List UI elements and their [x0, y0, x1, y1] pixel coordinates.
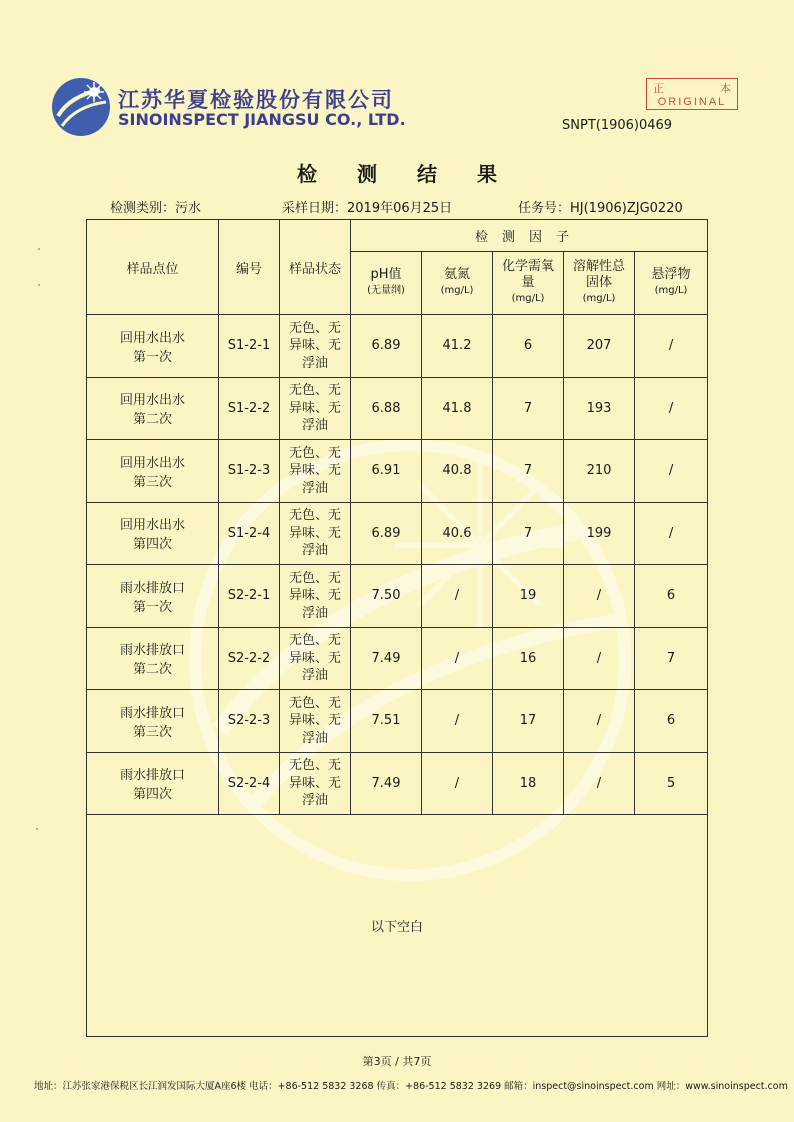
cell-state: 无色、无 异味、无 浮油 — [280, 627, 351, 690]
stamp-original-text: ORIGINAL — [657, 96, 727, 108]
cell-ammonia: 41.8 — [422, 377, 493, 440]
cell-cod: 7 — [493, 502, 564, 565]
cell-ph: 6.91 — [351, 440, 422, 503]
cell-cod: 7 — [493, 377, 564, 440]
cell-ss: 6 — [635, 565, 708, 628]
blank-note: 以下空白 — [87, 815, 708, 1037]
header-number: 编号 — [219, 220, 280, 315]
cell-ss: / — [635, 377, 708, 440]
scan-dot — [36, 828, 38, 830]
table-row — [87, 502, 708, 565]
table-row — [87, 440, 708, 503]
cell-ss: / — [635, 315, 708, 378]
cell-ph: 7.49 — [351, 627, 422, 690]
cell-location: 雨水排放口 第三次 — [87, 690, 219, 753]
stamp-text-left: 正 — [653, 82, 664, 95]
cell-cod: 16 — [493, 627, 564, 690]
cell-location: 雨水排放口 第二次 — [87, 627, 219, 690]
cell-ammonia: / — [422, 752, 493, 815]
table-row — [87, 315, 708, 378]
results-table — [86, 219, 708, 1037]
table-row — [87, 627, 708, 690]
cell-tds: 199 — [564, 502, 635, 565]
cell-state: 无色、无 异味、无 浮油 — [280, 690, 351, 753]
cell-location: 回用水出水 第四次 — [87, 502, 219, 565]
test-category: 检测类别：污水 — [110, 201, 202, 216]
cell-ss: 5 — [635, 752, 708, 815]
cell-state: 无色、无 异味、无 浮油 — [280, 565, 351, 628]
cell-id: S2-2-4 — [219, 752, 280, 815]
report-number: SNPT(1906)0469 — [562, 118, 673, 133]
company-logo-icon — [50, 76, 112, 138]
cell-cod: 19 — [493, 565, 564, 628]
cell-state: 无色、无 异味、无 浮油 — [280, 752, 351, 815]
cell-state: 无色、无 异味、无 浮油 — [280, 440, 351, 503]
company-name-cn: 江苏华夏检验股份有限公司 — [118, 88, 394, 112]
header-location: 样品点位 — [87, 220, 219, 315]
header-factors: 检测因子 — [351, 220, 708, 252]
cell-id: S2-2-3 — [219, 690, 280, 753]
cell-id: S1-2-1 — [219, 315, 280, 378]
cell-cod: 7 — [493, 440, 564, 503]
footer-contact: 地址：江苏张家港保税区长江润发国际大厦A座6楼 电话：+86-512 5832 3268 传真：+86-512 5832 3269 邮箱：inspect@sinoinspect.com 网址：www.sinoinspect.com — [34, 1081, 788, 1092]
header-ph: pH值 (无量纲) — [351, 252, 422, 315]
cell-state: 无色、无 异味、无 浮油 — [280, 377, 351, 440]
cell-ammonia: 40.8 — [422, 440, 493, 503]
header-state: 样品状态 — [280, 220, 351, 315]
cell-location: 雨水排放口 第四次 — [87, 752, 219, 815]
table-row — [87, 565, 708, 628]
cell-tds: / — [564, 627, 635, 690]
original-stamp — [646, 78, 738, 110]
cell-ss: 7 — [635, 627, 708, 690]
cell-ph: 6.88 — [351, 377, 422, 440]
cell-ph: 7.49 — [351, 752, 422, 815]
page-number: 第3页 / 共7页 — [362, 1055, 432, 1068]
cell-ss: / — [635, 502, 708, 565]
cell-tds: / — [564, 752, 635, 815]
company-name-en: SINOINSPECT JIANGSU CO., LTD. — [118, 110, 406, 129]
stamp-text-right: 本 — [720, 82, 731, 95]
cell-ss: 6 — [635, 690, 708, 753]
cell-tds: / — [564, 565, 635, 628]
task-number: 任务号：HJ(1906)ZJG0220 — [518, 201, 683, 216]
cell-ammonia: 41.2 — [422, 315, 493, 378]
table-row — [87, 752, 708, 815]
cell-id: S2-2-1 — [219, 565, 280, 628]
cell-cod: 17 — [493, 690, 564, 753]
sampling-date: 采样日期：2019年06月25日 — [282, 201, 453, 216]
page-title: 检测结果 — [297, 162, 537, 186]
cell-ss: / — [635, 440, 708, 503]
cell-ph: 7.51 — [351, 690, 422, 753]
cell-location: 回用水出水 第二次 — [87, 377, 219, 440]
scan-dot — [38, 284, 40, 286]
cell-cod: 6 — [493, 315, 564, 378]
table-row — [87, 690, 708, 753]
cell-ammonia: / — [422, 565, 493, 628]
cell-ammonia: 40.6 — [422, 502, 493, 565]
cell-ammonia: / — [422, 627, 493, 690]
cell-id: S1-2-3 — [219, 440, 280, 503]
cell-tds: / — [564, 690, 635, 753]
cell-tds: 207 — [564, 315, 635, 378]
cell-ph: 7.50 — [351, 565, 422, 628]
cell-location: 回用水出水 第一次 — [87, 315, 219, 378]
cell-location: 雨水排放口 第一次 — [87, 565, 219, 628]
scan-dot — [38, 248, 40, 250]
header-tds: 溶解性总 固体 (mg/L) — [564, 252, 635, 315]
header-ss: 悬浮物 (mg/L) — [635, 252, 708, 315]
cell-id: S1-2-4 — [219, 502, 280, 565]
cell-id: S2-2-2 — [219, 627, 280, 690]
table-row — [87, 377, 708, 440]
cell-ph: 6.89 — [351, 315, 422, 378]
cell-state: 无色、无 异味、无 浮油 — [280, 502, 351, 565]
cell-tds: 210 — [564, 440, 635, 503]
cell-location: 回用水出水 第三次 — [87, 440, 219, 503]
cell-ph: 6.89 — [351, 502, 422, 565]
header-cod: 化学需氧 量 (mg/L) — [493, 252, 564, 315]
cell-state: 无色、无 异味、无 浮油 — [280, 315, 351, 378]
header-ammonia: 氨氮 (mg/L) — [422, 252, 493, 315]
cell-ammonia: / — [422, 690, 493, 753]
cell-tds: 193 — [564, 377, 635, 440]
cell-id: S1-2-2 — [219, 377, 280, 440]
cell-cod: 18 — [493, 752, 564, 815]
